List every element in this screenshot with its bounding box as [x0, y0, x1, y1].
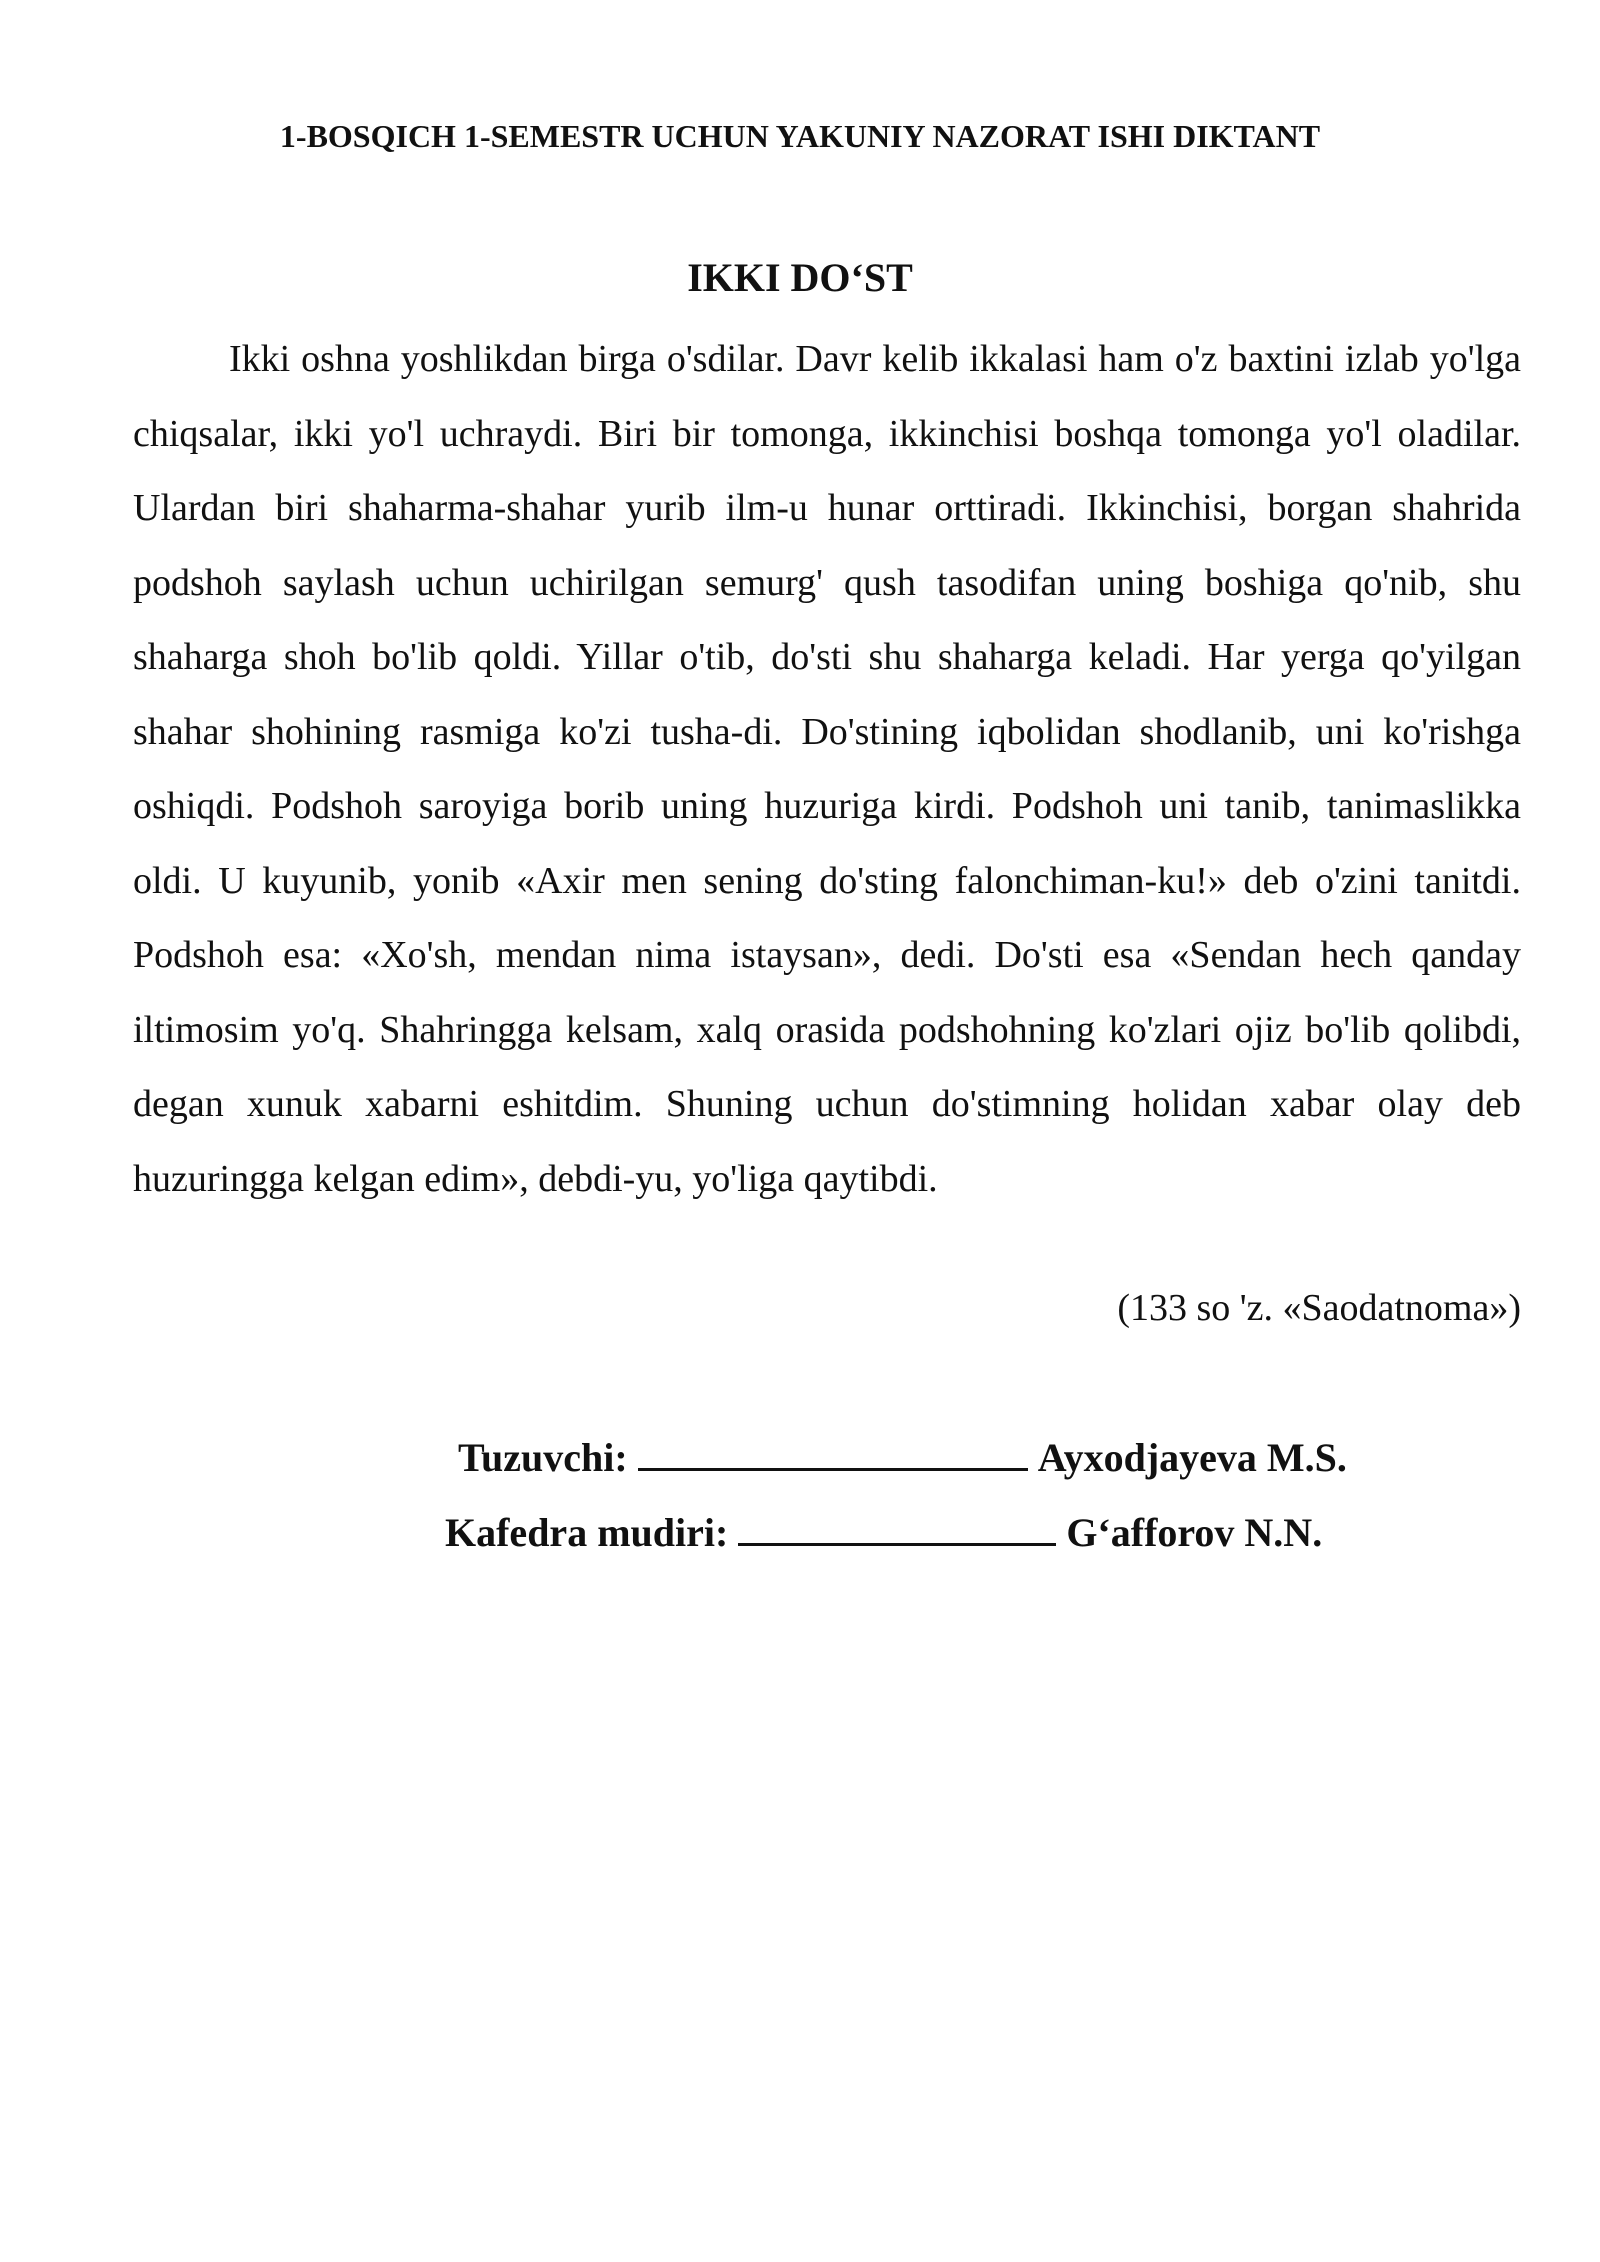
- head-signature-row: [445, 1509, 1322, 1556]
- head-signature-line: [738, 1542, 1056, 1546]
- story-source: (133 so 'z. «Saodatnoma»): [1117, 1287, 1521, 1329]
- document-header: 1-BOSQICH 1-SEMESTR UCHUN YAKUNIY NAZORAT ISHI DIKTANT: [279, 118, 1321, 154]
- head-label: Kafedra mudiri:: [445, 1510, 729, 1555]
- story-paragraph: Ikki oshna yoshlikdan birga o'sdilar. Davr kelib ikkalasi ham o'z baxtini izlab yo'lga chiqsalar, ikki yo'l uchraydi. Biri bir tomonga, ikkinchisi boshqa tomonga yo'l oladilar. Ulardan biri shaharma-shahar yurib ilm-u hunar orttiradi. Ikkinchisi, borgan shahrida podshoh saylash uchun uchirilgan semurg' qush tasodifan uning boshiga qo'nib, shu shaharga shoh bo'lib qoldi. Yillar o'tib, do'sti shu shaharga keladi. Har yerga qo'yilgan shahar shohining rasmiga ko'zi tusha-di. Do'stining iqbolidan shodlanib, uni ko'rishga oshiqdi. Podshoh saroyiga borib uning huzuriga kirdi. Podshoh uni tanib, tanimaslikka oldi. U kuyunib, yonib «Axir men sening do'sting falonchiman-ku!» deb o'zini tanitdi. Podshoh esa: «Xo'sh, mendan nima istaysan», dedi. Do'sti esa «Sendan hech qanday iltimosim yo'q. Shahringga kelsam, xalq orasida podshohning ko'zlari ojiz bo'lib qolibdi, degan xunuk xabarni eshitdim. Shuning uchun do'stimning holidan xabar olay deb huzuringga kelgan edim», debdi-yu, yo'liga qaytibdi.: [133, 338, 1521, 1200]
- compiler-signature-line: [638, 1467, 1028, 1471]
- compiler-name: Ayxodjayeva M.S.: [1037, 1435, 1347, 1480]
- story-title: IKKI DO‘ST: [687, 255, 913, 300]
- compiler-label: Tuzuvchi:: [458, 1435, 628, 1480]
- head-name: G‘afforov N.N.: [1066, 1510, 1323, 1555]
- compiler-signature-row: [458, 1434, 1347, 1481]
